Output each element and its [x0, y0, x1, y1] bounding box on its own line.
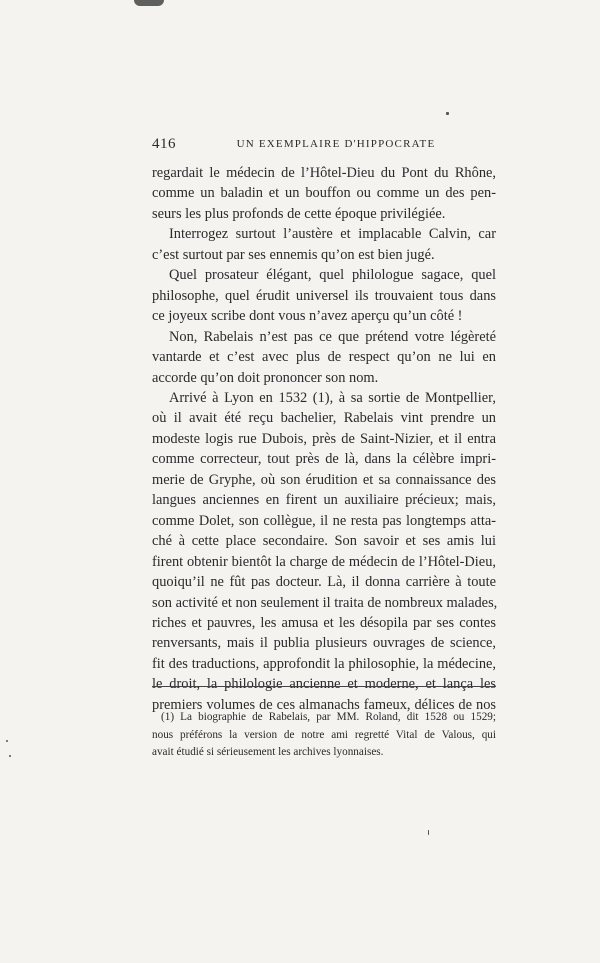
text-line: accorde qu’on doit prononcer son nom.: [152, 369, 379, 386]
text-line: comme Dolet, son collègue, il ne resta pas longtemps atta-: [152, 512, 496, 529]
ink-speck: [428, 830, 429, 835]
text-line: ce joyeux scribe dont vous n’avez aperçu qu’un côté !: [152, 308, 463, 325]
text-line: Interrogez surtout l’austère et implacable Calvin, car: [169, 226, 496, 243]
text-line: Quel prosateur élégant, quel philologue sagace, quel: [169, 267, 496, 284]
footnote-rule: [152, 686, 496, 687]
text-line: merie de Gryphe, où son érudition et sa connaissance des: [152, 471, 496, 488]
text-line: regardait le médecin de l’Hôtel-Dieu du Pont du Rhône,: [152, 165, 496, 181]
text-line: philosophe, quel érudit universel ils trouvaient tous dans: [152, 287, 496, 304]
text-line: riches et pauvres, les amusa et les désopila par ses contes: [152, 614, 496, 631]
text-line: fit des traductions, approfondit la philosophie, la médecine,: [152, 655, 496, 672]
footnotes: [152, 709, 496, 762]
text-line: comme correcteur, tout près de là, dans la célèbre impri-: [152, 451, 496, 468]
page-header: [152, 136, 496, 156]
text-line: langues anciennes en firent un auxiliaire précieux; mais,: [152, 492, 496, 509]
text-line: seurs les plus profonds de cette époque privilégiée.: [152, 205, 446, 222]
footnote-line: avait étudié si sérieusement les archives lyonnaises.: [152, 746, 384, 758]
text-line: c’est surtout par ses ennemis qu’on est bien jugé.: [152, 246, 435, 263]
text-line: firent obtenir bientôt la charge de médecin de l’Hôtel-Dieu,: [152, 553, 496, 570]
page-number: 416: [152, 136, 176, 152]
text-line: comme un baladin et un bouffon ou comme un des pen-: [152, 185, 496, 202]
text-line: Arrivé à Lyon en 1532 (1), à sa sortie de Montpellier,: [169, 389, 496, 406]
text-line: ché à cette place secondaire. Son savoir et ses amis lui: [152, 533, 496, 550]
footnote-line: nous préférons la version de notre ami regretté Vital de Valous, qui: [152, 728, 496, 741]
text-line: premiers volumes de ces almanachs fameux, délices de nos: [152, 696, 496, 713]
ink-speck: [446, 112, 449, 115]
text-line: vantarde et c’est avec plus de respect qu’on ne lui en: [152, 349, 496, 366]
text-line: quoiqu’il ne fût pas docteur. Là, il donna carrière à toute: [152, 574, 496, 591]
text-line: renversants, mais il publia plusieurs ouvrages de science,: [152, 635, 496, 652]
text-line: son activité et non seulement il traita de nombreux malades,: [152, 594, 498, 611]
ink-speck: [9, 755, 11, 757]
body-text: [152, 163, 496, 715]
text-line: Non, Rabelais n’est pas ce que prétend votre légèreté: [169, 328, 496, 345]
footnote-line: (1) La biographie de Rabelais, par MM. Roland, dit 1528 ou 1529;: [161, 711, 496, 723]
ink-blot: [134, 0, 164, 6]
text-line: modeste logis rue Dubois, près de Saint-Nizier, et il entra: [152, 430, 496, 447]
running-head: UN EXEMPLAIRE D'HIPPOCRATE: [236, 138, 436, 150]
text-line: où il avait été reçu bachelier, Rabelais vint prendre un: [152, 410, 496, 427]
ink-speck: [6, 740, 8, 742]
text-line: le droit, la philologie ancienne et moderne, et lança les: [152, 676, 496, 693]
